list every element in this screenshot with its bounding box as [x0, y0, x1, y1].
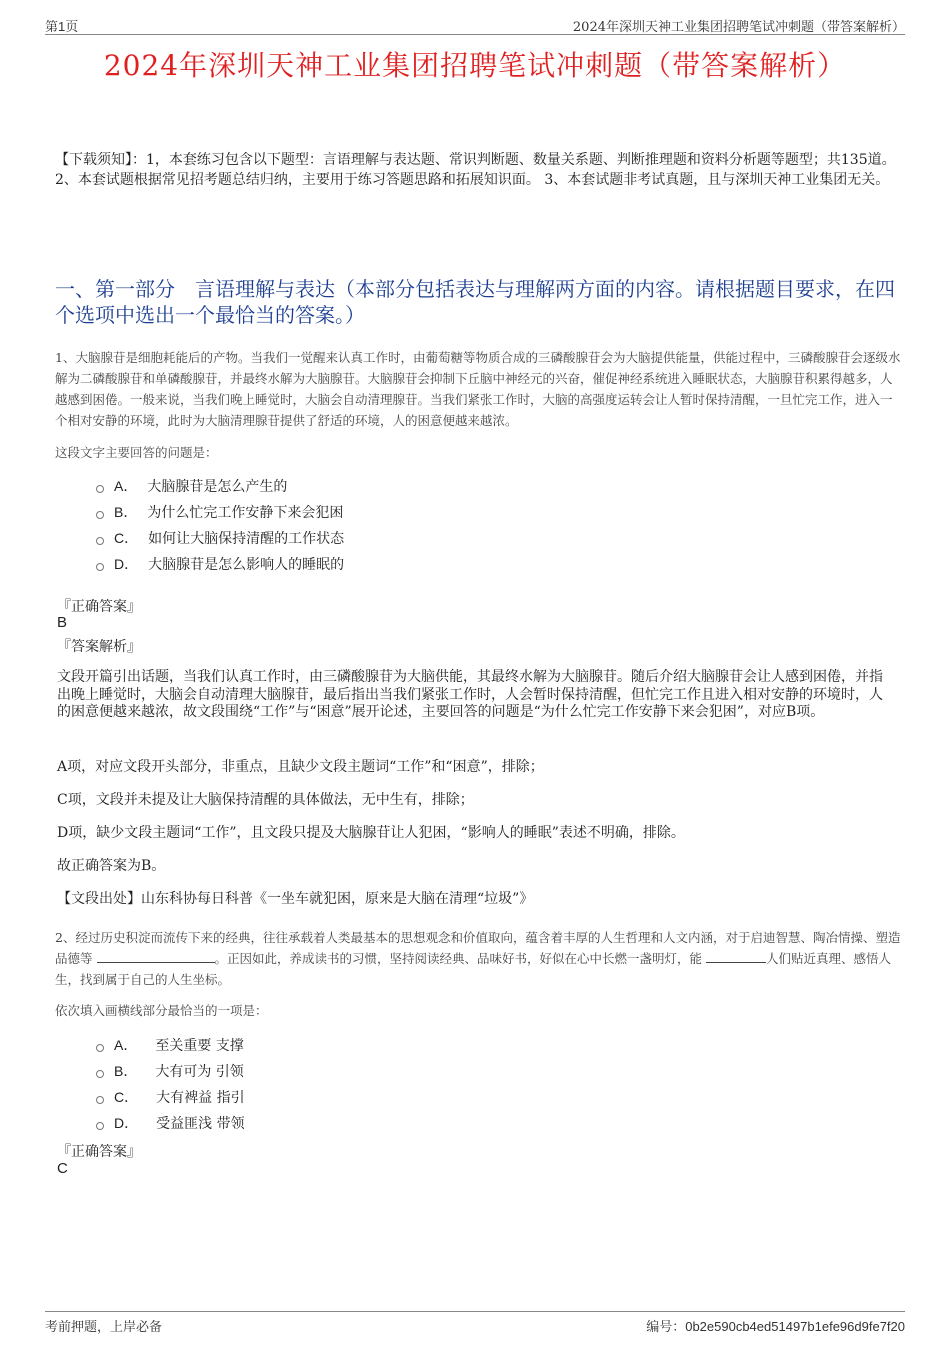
- document-id: 编号：0b2e590cb4ed51497b1efe96d9fe7f20: [646, 1319, 905, 1334]
- radio-icon[interactable]: [96, 485, 104, 493]
- radio-icon[interactable]: [96, 563, 104, 571]
- analysis-label: 『答案解析』: [57, 639, 141, 655]
- option-text: 为什么忙完工作安静下来会犯困: [147, 505, 344, 521]
- option-text: 大有裨益 指引: [156, 1090, 245, 1106]
- radio-icon[interactable]: [96, 1044, 104, 1052]
- header-doc-title: 2024年深圳天神工业集团招聘笔试冲刺题（带答案解析）: [572, 20, 905, 35]
- page-header: [45, 14, 905, 35]
- question-2-prompt: 依次填入画横线部分最恰当的一项是：: [55, 1003, 268, 1018]
- analysis-paragraph: D项，缺少文段主题词“工作”，且文段只提及大脑腺苷让人犯困，“影响人的睡眠”表述不明确，排除。: [57, 825, 685, 841]
- option-text: 至关重要 支撑: [155, 1038, 244, 1054]
- question-2-options: [96, 1032, 245, 1136]
- document-title: 2024年深圳天神工业集团招聘笔试冲刺题（带答案解析）: [103, 49, 847, 82]
- answer-value: B: [57, 614, 68, 631]
- option-b[interactable]: B． 大有可为 引领: [96, 1058, 245, 1084]
- radio-icon[interactable]: [96, 511, 104, 519]
- page-number: 第1页: [45, 19, 79, 34]
- question-1-prompt: 这段文字主要回答的问题是：: [55, 445, 218, 460]
- fill-blank-1: [97, 950, 215, 963]
- analysis-conclusion: 故正确答案为B。: [57, 858, 166, 874]
- answer-value: C: [57, 1160, 68, 1177]
- answer-label: 『正确答案』: [57, 599, 141, 615]
- radio-icon[interactable]: [96, 1096, 104, 1104]
- analysis-paragraph: C项，文段并未提及让大脑保持清醒的具体做法，无中生有，排除；: [57, 792, 474, 808]
- option-a[interactable]: A． 大脑腺苷是怎么产生的: [96, 473, 344, 499]
- option-c[interactable]: C． 大有裨益 指引: [96, 1084, 245, 1110]
- analysis-paragraph: A项，对应文段开头部分，非重点，且缺少文段主题词“工作”和“困意”，排除；: [57, 759, 544, 775]
- option-b[interactable]: B． 为什么忙完工作安静下来会犯困: [96, 499, 344, 525]
- option-a[interactable]: A． 至关重要 支撑: [96, 1032, 245, 1058]
- source-citation: 【文段出处】山东科协每日科普《一坐车就犯困，原来是大脑在清理“垃圾”》: [57, 891, 534, 907]
- download-notice: 【下载须知】：1，本套练习包含以下题型：言语理解与表达题、常识判断题、数量关系题、判断推理题和资料分析题等题型；共135道。 2、本套试题根据常见招考题总结归纳，主要用于练习答题思路和拓展知识面。 3、本套试题非考试真题，且与深圳天神工业集团无关。: [55, 152, 896, 188]
- question-2-stem: 2、经过历史积淀而流传下来的经典，往往承载着人类最基本的思想观念和价值取向，蕴含着丰厚的人生哲理和人文内涵，对于启迪智慧、陶冶情操、塑造品德等 。正因如此，养成读书的习惯，坚持阅读经典、品味好书，好似在心中长燃一盏明灯，能 人们贴近真理、感悟人生，找到属于自己的人生坐标。: [55, 930, 901, 987]
- question-1-stem: 1、大脑腺苷是细胞耗能后的产物。当我们一觉醒来认真工作时，由葡萄糖等物质合成的三磷酸腺苷会为大脑提供能量，供能过程中，三磷酸腺苷会逐级水解为二磷酸腺苷和单磷酸腺苷，并最终水解为大脑腺苷。大脑腺苷会抑制下丘脑中神经元的兴奋，催促神经系统进入睡眠状态，大脑腺苷积累得越多，人越感到困倦。一般来说，当我们晚上睡觉时，大脑会自动清理腺苷。当我们紧张工作时，大脑的高强度运转会让人暂时保持清醒，一旦忙完工作，进入一个相对安静的环境，此时为大脑清理腺苷提供了舒适的环境，人的困意便越来越浓。: [55, 350, 901, 428]
- page-footer: [45, 1311, 905, 1336]
- option-text: 大脑腺苷是怎么产生的: [147, 479, 288, 495]
- section-heading: 一、第一部分 言语理解与表达（本部分包括表达与理解两方面的内容。请根据题目要求，在四个选项中选出一个最恰当的答案。）: [55, 277, 895, 327]
- option-text: 受益匪浅 带领: [156, 1116, 245, 1132]
- question-1-options: [96, 473, 344, 577]
- option-text: 大脑腺苷是怎么影响人的睡眠的: [148, 557, 345, 573]
- option-c[interactable]: C． 如何让大脑保持清醒的工作状态: [96, 525, 344, 551]
- answer-label: 『正确答案』: [57, 1144, 141, 1160]
- option-d[interactable]: D． 受益匪浅 带领: [96, 1110, 245, 1136]
- fill-blank-2: [706, 950, 766, 963]
- option-text: 大有可为 引领: [155, 1064, 244, 1080]
- radio-icon[interactable]: [96, 537, 104, 545]
- analysis-paragraph: 文段开篇引出话题，当我们认真工作时，由三磷酸腺苷为大脑供能，其最终水解为大脑腺苷。随后介绍大脑腺苷会让人感到困倦，并指出晚上睡觉时，大脑会自动清理大脑腺苷，最后指出当我们紧张工作时，人会暂时保持清醒，但忙完工作且进入相对安静的环境时，人的困意便越来越浓，故文段围绕“工作”与“困意”展开论述，主要回答的问题是“为什么忙完工作安静下来会犯困”，对应B项。: [57, 669, 883, 720]
- radio-icon[interactable]: [96, 1122, 104, 1130]
- option-text: 如何让大脑保持清醒的工作状态: [148, 531, 345, 547]
- radio-icon[interactable]: [96, 1070, 104, 1078]
- footer-slogan: 考前押题，上岸必备: [45, 1320, 163, 1335]
- option-d[interactable]: D． 大脑腺苷是怎么影响人的睡眠的: [96, 551, 344, 577]
